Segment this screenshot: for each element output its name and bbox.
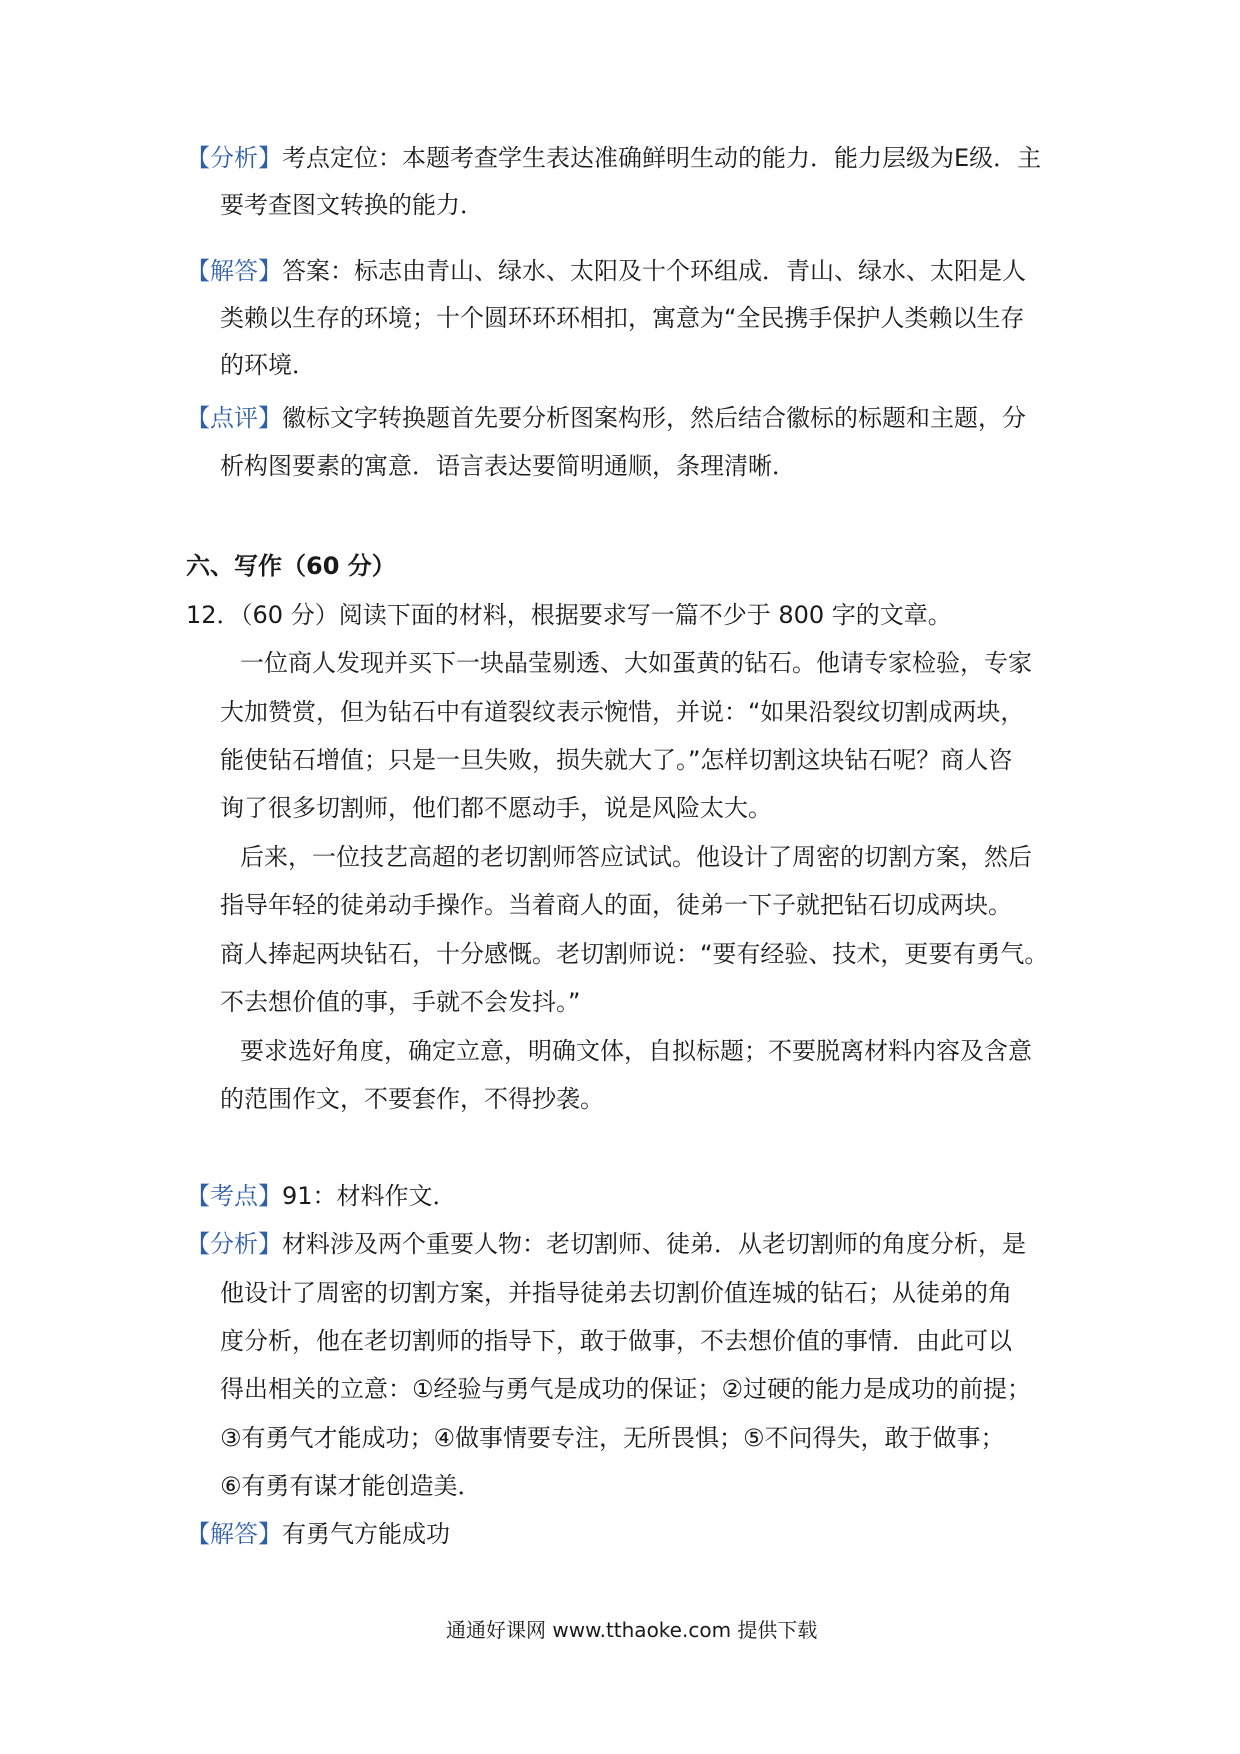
material-line: 指导年轻的徒弟动手操作。当着商人的面，徒弟一下子就把钻石切成两块。 xyxy=(220,891,1012,919)
essay-answer-line: 【解答】有勇气方能成功 xyxy=(186,1520,450,1548)
material-line: 能使钻石增值；只是一旦失败，损失就大了。”怎样切割这块钻石呢？商人咨 xyxy=(220,746,1013,774)
answer-block-line: 类赖以生存的环境；十个圆环环环相扣，寓意为“全民携手保护人类赖以生存 xyxy=(220,304,1025,332)
comment-block-line: 【点评】徽标文字转换题首先要分析图案构形，然后结合徽标的标题和主题，分 xyxy=(186,404,1026,432)
analysis-block-line: 要考查图文转换的能力． xyxy=(220,191,484,219)
knowledge-point-tag: 【考点】 xyxy=(186,1182,282,1210)
essay-analysis-line: ⑥有勇有谋才能创造美． xyxy=(220,1472,482,1500)
comment-tag: 【点评】 xyxy=(186,404,282,432)
knowledge-point-line: 【考点】91：材料作文． xyxy=(186,1182,457,1210)
analysis-tag: 【分析】 xyxy=(186,144,282,172)
essay-analysis-line: 【分析】材料涉及两个重要人物：老切割师、徒弟．从老切割师的角度分析，是 xyxy=(186,1230,1026,1258)
page-footer: 通通好课网 www.tthaoke.com 提供下载 xyxy=(446,1618,818,1642)
requirement-line: 的范围作文，不要套作，不得抄袭。 xyxy=(220,1085,604,1113)
essay-analysis-line: ③有勇气才能成功；④做事情要专注，无所畏惧；⑤不问得失，敢于做事； xyxy=(220,1424,1005,1452)
answer-block-line: 的环境． xyxy=(220,351,316,379)
essay-analysis-tag: 【分析】 xyxy=(186,1230,282,1258)
answer-block-line: 【解答】答案：标志由青山、绿水、太阳及十个环组成．青山、绿水、太阳是人 xyxy=(186,257,1026,285)
comment-block-line: 析构图要素的寓意．语言表达要简明通顺，条理清晰． xyxy=(220,452,796,480)
analysis-block-line: 【分析】考点定位：本题考查学生表达准确鲜明生动的能力．能力层级为E级．主 xyxy=(186,144,1042,172)
material-line: 大加赞赏，但为钻石中有道裂纹表示惋惜，并说：“如果沿裂纹切割成两块， xyxy=(220,698,1025,726)
material-line: 一位商人发现并买下一块晶莹剔透、大如蛋黄的钻石。他请专家检验，专家 xyxy=(240,649,1032,677)
essay-answer-tag: 【解答】 xyxy=(186,1520,282,1548)
material-line: 后来，一位技艺高超的老切割师答应试试。他设计了周密的切割方案，然后 xyxy=(240,843,1032,871)
requirement-line: 要求选好角度，确定立意，明确文体，自拟标题；不要脱离材料内容及含意 xyxy=(240,1037,1032,1065)
section-title: 六、写作（60 分） xyxy=(186,552,396,580)
essay-analysis-line: 度分析，他在老切割师的指导下，敢于做事，不去想价值的事情．由此可以 xyxy=(220,1327,1012,1355)
material-line: 询了很多切割师，他们都不愿动手，说是风险太大。 xyxy=(220,794,772,822)
answer-tag: 【解答】 xyxy=(186,257,282,285)
material-line: 不去想价值的事，手就不会发抖。” xyxy=(220,988,581,1016)
essay-analysis-line: 得出相关的立意：①经验与勇气是成功的保证；②过硬的能力是成功的前提； xyxy=(220,1375,1032,1403)
question-stem: 12．（60 分）阅读下面的材料，根据要求写一篇不少于 800 字的文章。 xyxy=(186,601,952,629)
essay-analysis-line: 他设计了周密的切割方案，并指导徒弟去切割价值连城的钻石；从徒弟的角 xyxy=(220,1279,1012,1307)
material-line: 商人捧起两块钻石，十分感慨。老切割师说：“要有经验、技术，更要有勇气。 xyxy=(220,940,1049,968)
